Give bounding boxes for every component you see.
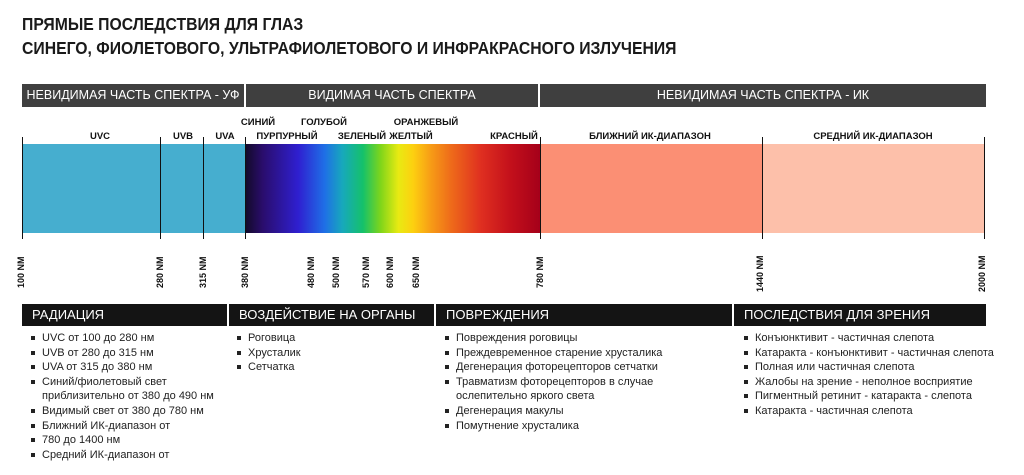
tick-1440: 1440 NM — [755, 255, 765, 292]
header-damage: ПОВРЕЖДЕНИЯ — [436, 304, 732, 326]
damage-list — [444, 331, 729, 433]
list-item: Хрусталик — [236, 346, 426, 361]
segment-uv — [22, 144, 245, 233]
list-item-text: приблизительно от 380 до 490 нм — [42, 390, 214, 403]
organs-list — [236, 331, 426, 375]
radiation-list — [30, 331, 230, 462]
divider-315 — [203, 137, 204, 239]
band-ir: НЕВИДИМАЯ ЧАСТЬ СПЕКТРА - ИК — [540, 84, 986, 107]
segment-near-ir — [540, 144, 762, 233]
list-item: Травматизм фоторецепторов в случае — [444, 375, 729, 390]
list-item-continued — [444, 389, 729, 404]
list-item: Конъюнктивит - частичная слепота — [743, 331, 1015, 346]
list-item: Роговица — [236, 331, 426, 346]
list-item: Средний ИК-диапазон от — [30, 448, 230, 463]
label-yellow: ЖЕЛТЫЙ — [389, 131, 433, 142]
list-item-continued — [30, 389, 230, 404]
list-item: Полная или частичная слепота — [743, 360, 1015, 375]
tick-600: 600 NM — [385, 256, 395, 288]
title-line-1: ПРЯМЫЕ ПОСЛЕДСТВИЯ ДЛЯ ГЛАЗ — [22, 14, 304, 34]
list-item: Дегенерация фоторецепторов сетчатки — [444, 360, 729, 375]
divider-1440 — [762, 137, 763, 239]
list-item: UVA от 315 до 380 нм — [30, 360, 230, 375]
tick-100: 100 NM — [16, 256, 26, 288]
segment-mid-ir — [762, 144, 984, 233]
label-red: КРАСНЫЙ — [490, 131, 538, 142]
list-item: Катаракта - частичная слепота — [743, 404, 1015, 419]
divider-2000 — [984, 137, 985, 239]
label-near-ir: БЛИЖНИЙ ИК-ДИАПАЗОН — [589, 131, 711, 142]
band-visible: ВИДИМАЯ ЧАСТЬ СПЕКТРА — [246, 84, 538, 107]
list-item: Катаракта - конъюнктивит - частичная слепота — [743, 346, 1015, 361]
list-item: UVB от 280 до 315 нм — [30, 346, 230, 361]
label-uvc: UVC — [89, 131, 111, 142]
label-uvb: UVB — [172, 131, 194, 142]
divider-780 — [540, 137, 541, 239]
tick-780: 780 NM — [535, 256, 545, 288]
tick-500: 500 NM — [331, 256, 341, 288]
segment-visible — [245, 144, 540, 233]
header-organs: ВОЗДЕЙСТВИЕ НА ОРГАНЫ — [229, 304, 434, 326]
list-item: Сетчатка — [236, 360, 426, 375]
list-item: Ближний ИК-диапазон от — [30, 419, 230, 434]
consequences-list — [743, 331, 1015, 419]
tick-380: 380 NM — [240, 256, 250, 288]
list-item: UVC от 100 до 280 нм — [30, 331, 230, 346]
list-item: Повреждения роговицы — [444, 331, 729, 346]
tick-480: 480 NM — [306, 256, 316, 288]
header-radiation: РАДИАЦИЯ — [22, 304, 227, 326]
label-blue: СИНИЙ — [240, 117, 276, 128]
list-item-text: ослепительно яркого света — [456, 390, 595, 403]
tick-280: 280 NM — [155, 256, 165, 288]
label-purple: ПУРПУРНЫЙ — [256, 131, 318, 142]
label-green: ЗЕЛЕНЫЙ — [337, 131, 387, 142]
list-item: Преждевременное старение хрусталика — [444, 346, 729, 361]
label-orange: ОРАНЖЕВЫЙ — [393, 117, 459, 128]
list-item: Видимый свет от 380 до 780 нм — [30, 404, 230, 419]
list-item: Пигментный ретинит - катаракта - слепота — [743, 389, 1015, 404]
title-line-2: СИНЕГО, ФИОЛЕТОВОГО, УЛЬТРАФИОЛЕТОВОГО И ИНФРАКРАСНОГО ИЗЛУЧЕНИЯ — [22, 38, 677, 58]
list-item: Дегенерация макулы — [444, 404, 729, 419]
tick-570: 570 NM — [361, 256, 371, 288]
list-item: Жалобы на зрение - неполное восприятие — [743, 375, 1015, 390]
label-uva: UVA — [215, 131, 235, 142]
list-item: Помутнение хрусталика — [444, 419, 729, 434]
label-light-blue: ГОЛУБОЙ — [300, 117, 348, 128]
band-uv: НЕВИДИМАЯ ЧАСТЬ СПЕКТРА - УФ — [22, 84, 244, 107]
label-mid-ir: СРЕДНИЙ ИК-ДИАПАЗОН — [813, 131, 933, 142]
divider-380 — [245, 137, 246, 239]
tick-650: 650 NM — [411, 256, 421, 288]
tick-315: 315 NM — [198, 256, 208, 288]
list-item: Синий/фиолетовый свет — [30, 375, 230, 390]
divider-280 — [160, 137, 161, 239]
list-item: 780 до 1400 нм — [30, 433, 230, 448]
header-consequences: ПОСЛЕДСТВИЯ ДЛЯ ЗРЕНИЯ — [734, 304, 986, 326]
tick-2000: 2000 NM — [977, 255, 987, 292]
divider-100 — [22, 137, 23, 239]
page-title — [22, 12, 676, 60]
